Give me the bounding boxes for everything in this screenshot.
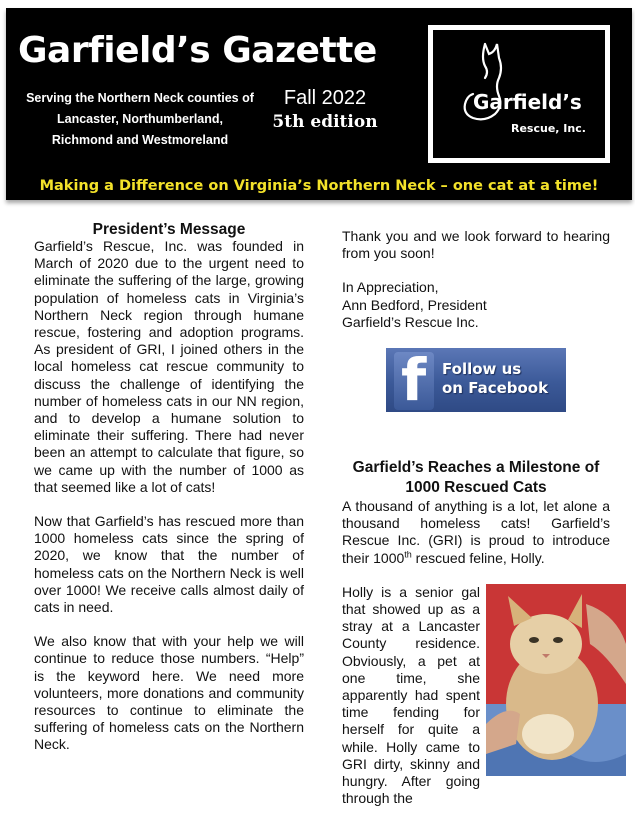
logo-name: Garfield’s bbox=[473, 90, 582, 114]
presidents-message-paragraph: We also know that with your help we will continue to reduce those numbers. “Help” is the keyword here. We need more volunteers, more donations and community resources to continue to eliminate the suffering of homeless cats on the Northern Neck. bbox=[34, 633, 304, 753]
newsletter-title: Garfield’s Gazette bbox=[18, 30, 377, 71]
milestone-heading: Garfield’s Reaches a Milestone of 1000 Rescued Cats bbox=[352, 459, 600, 497]
logo-subtitle: Rescue, Inc. bbox=[511, 122, 586, 135]
tagline: Making a Difference on Virginia’s Northern Neck – one cat at a time! bbox=[39, 178, 599, 194]
signer: Ann Bedford, President bbox=[342, 296, 487, 313]
service-area-subtitle: Serving the Northern Neck counties of Lancaster, Northumberland, Richmond and Westmoreland bbox=[26, 91, 254, 147]
milestone-intro-paragraph: A thousand of anything is a lot, let alone a thousand homeless cats! Garfield’s Rescue Inc. (GRI) is proud to introduce their 1000th rescued feline, Holly. bbox=[342, 498, 610, 566]
holly-cat-photo bbox=[486, 584, 626, 776]
right-column bbox=[342, 228, 610, 807]
left-column bbox=[34, 220, 304, 754]
signoff bbox=[342, 279, 610, 331]
signer-organization: Garfield’s Rescue Inc. bbox=[342, 313, 479, 330]
facebook-label-line1: Follow us bbox=[442, 360, 522, 379]
issue-info bbox=[258, 86, 392, 134]
holly-story-paragraph: Holly is a senior gal that showed up as a stray at a Lancaster County residence. Obviously, a pet at one time, she apparently had spent time fending for herself for quite a while. Holly came to GRI dirty, skinny and hungry. After going through the bbox=[342, 583, 480, 807]
follow-on-facebook-button[interactable] bbox=[386, 348, 566, 412]
facebook-label-line2: on Facebook bbox=[442, 379, 549, 398]
presidents-message-paragraph: Garfield’s Rescue, Inc. was founded in March of 2020 due to the urgent need to eliminate the suffering of the large, growing population of homeless cats in Virginia’s Northern Neck region through humane rescue, fostering and adoption programs. As president of GRI, I joined others in the local homeless cat rescue community to discuss the challenge of identifying the number of homeless cats in our NN region, and to develop a humane solution to eliminate their suffering. There had never been an attempt to calculate that figure, so we came up with the number of 1000 as that seemed like a lot of cats! bbox=[34, 238, 304, 495]
facebook-icon: f bbox=[394, 352, 434, 410]
cat-silhouette-icon bbox=[455, 38, 515, 128]
holly-cat-image bbox=[486, 584, 626, 776]
issue-season: Fall 2022 bbox=[283, 87, 367, 109]
masthead bbox=[6, 8, 632, 200]
issue-edition: 5th edition bbox=[272, 112, 378, 132]
garfields-rescue-logo bbox=[428, 25, 610, 163]
presidents-message-paragraph: Now that Garfield’s has rescued more than 1000 homeless cats since the spring of 2020, we know that the number of homeless cats on the Northern Neck is well over 1000! We receive calls almost daily of cats in need. bbox=[34, 513, 304, 616]
closing: In Appreciation, bbox=[342, 279, 439, 296]
thank-you-paragraph: Thank you and we look forward to hearing from you soon! bbox=[342, 228, 610, 262]
presidents-message-heading: President’s Message bbox=[92, 221, 246, 238]
